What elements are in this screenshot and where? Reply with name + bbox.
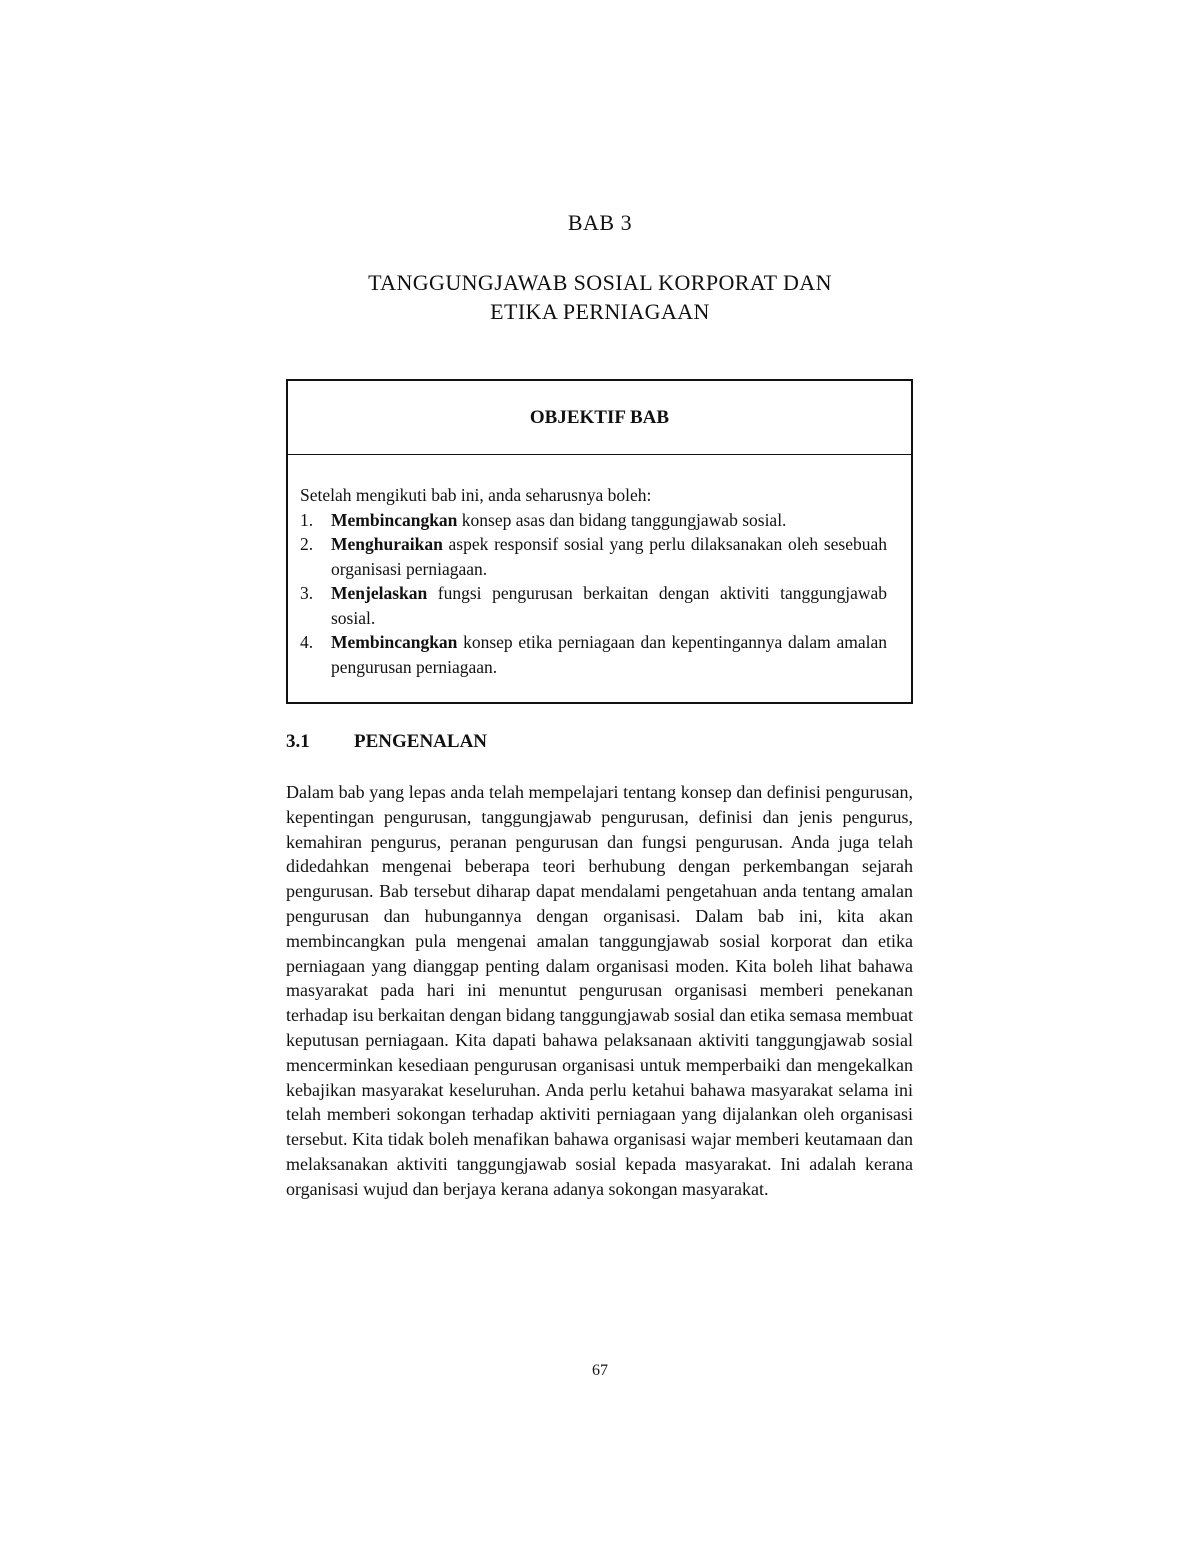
objective-text	[331, 508, 887, 533]
objective-number: 1.	[300, 509, 314, 530]
objective-description: aspek responsif sosial yang perlu dilaksanakan oleh sesebuah organisasi perniagaan.	[331, 534, 887, 579]
chapter-title-line-1: TANGGUNGJAWAB SOSIAL KORPORAT DAN	[368, 270, 832, 295]
chapter-title	[0, 268, 1200, 326]
objective-number: 3.	[300, 583, 314, 603]
objective-verb: Menghuraikan	[331, 534, 443, 554]
objective-description: fungsi pengurusan berkaitan dengan aktiviti tanggungjawab sosial.	[331, 583, 887, 628]
objective-description: konsep etika perniagaan dan kepentingannya dalam amalan pengurusan perniagaan.	[331, 632, 887, 677]
objective-number: 2.	[300, 534, 314, 554]
objective-text	[331, 581, 887, 630]
chapter-objectives-box	[286, 379, 913, 704]
section-number: 3.1	[286, 731, 310, 752]
body-paragraph: Dalam bab yang lepas anda telah mempelajari tentang konsep dan definisi pengurusan, kepentingan pengurusan, tanggungjawab pengurusan, definisi dan jenis pengurus, kemahiran pengurus, peranan pengurusan dan fungsi pengurusan. Anda juga telah didedahkan mengenai beberapa teori berhubung dengan perkembangan sejarah pengurusan. Bab tersebut diharap dapat mendalami pengetahuan anda tentang amalan pengurusan dan hubungannya dengan organisasi. Dalam bab ini, kita akan membincangkan pula mengenai amalan tanggungjawab sosial korporat dan etika perniagaan yang dianggap penting dalam organisasi moden. Kita boleh lihat bahawa masyarakat pada hari ini menuntut pengurusan organisasi memberi penekanan terhadap isu berkaitan dengan bidang tanggungjawab sosial dan etika semasa membuat keputusan perniagaan. Kita dapati bahawa pelaksanaan aktiviti tanggungjawab sosial mencerminkan kesediaan pengurusan organisasi untuk memperbaiki dan mengekalkan kebajikan masyarakat keseluruhan. Anda perlu ketahui bahawa masyarakat selama ini telah memberi sokongan terhadap aktiviti perniagaan yang dijalankan oleh organisasi tersebut. Kita tidak boleh menafikan bahawa organisasi wajar memberi keutamaan dan melaksanakan aktiviti tanggungjawab sosial kepada masyarakat. Ini adalah kerana organisasi wujud dan berjaya kerana adanya sokongan masyarakat.	[286, 782, 913, 1199]
objective-text	[331, 532, 887, 581]
objective-verb: Membincangkan	[331, 509, 458, 530]
objectives-intro: Setelah mengikuti bab ini, anda seharusnya boleh:	[300, 485, 652, 505]
objective-item	[300, 581, 887, 630]
objective-number: 4.	[300, 632, 314, 652]
objectives-heading: OBJEKTIF BAB	[288, 381, 911, 455]
objective-text	[331, 630, 887, 679]
objective-item	[300, 532, 887, 581]
objective-item	[300, 630, 887, 679]
objective-description: konsep asas dan bidang tanggungjawab sosial.	[457, 509, 787, 530]
objective-verb: Membincangkan	[331, 632, 458, 652]
page-number: 67	[592, 1362, 608, 1379]
objective-verb: Menjelaskan	[331, 583, 428, 603]
section-title: PENGENALAN	[354, 731, 488, 752]
chapter-title-line-2: ETIKA PERNIAGAAN	[490, 299, 710, 324]
objectives-list	[300, 508, 887, 680]
objectives-body	[288, 455, 911, 679]
section-heading	[286, 731, 487, 753]
objective-item	[300, 508, 887, 533]
chapter-label: BAB 3	[567, 210, 633, 235]
